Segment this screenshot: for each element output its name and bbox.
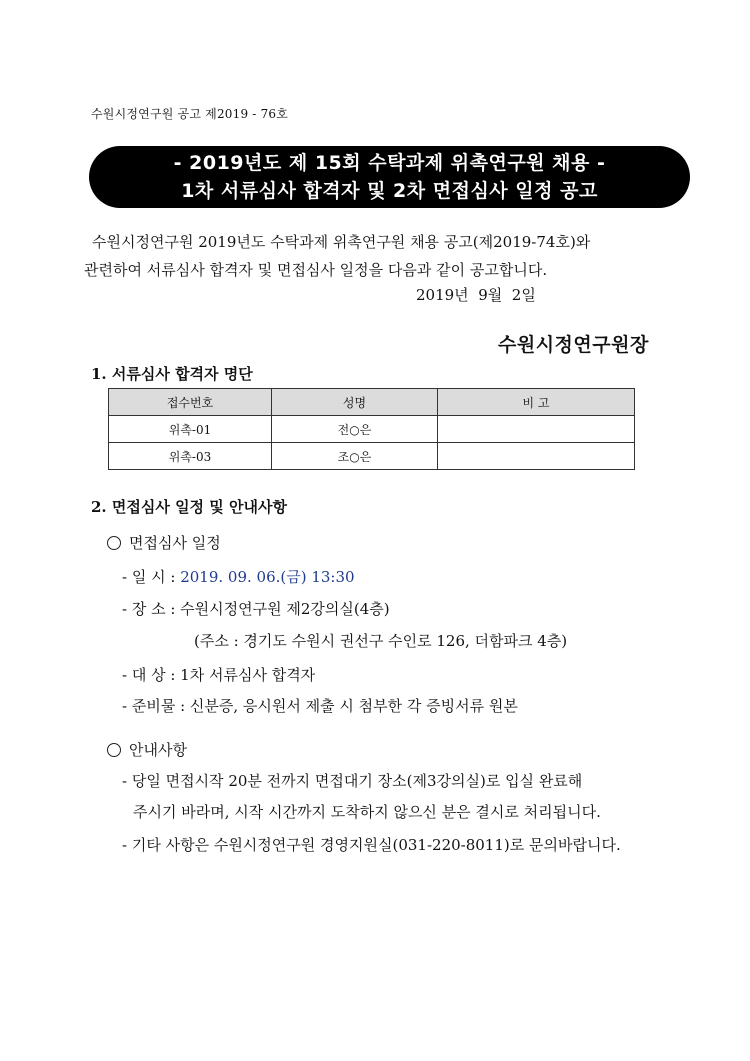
guide-heading xyxy=(107,739,187,760)
guide-heading-text: 안내사항 xyxy=(129,741,187,759)
table-cell: 전○은 xyxy=(272,416,438,443)
interview-address: (주소 : 경기도 수원시 권선구 수인로 126, 더함파크 4층) xyxy=(194,632,568,650)
interview-target: - 대 상 : 1차 서류심사 합격자 xyxy=(122,666,316,684)
column-header: 성명 xyxy=(272,389,438,416)
datetime-label: - 일 시 : xyxy=(122,568,181,586)
guide-item-1-line-1: - 당일 면접시작 20분 전까지 면접대기 장소(제3강의실)로 입실 완료해 xyxy=(122,772,583,790)
schedule-heading xyxy=(107,532,221,553)
table-row xyxy=(109,443,635,470)
intro-line-2: 관련하여 서류심사 합격자 및 면접심사 일정을 다음과 같이 공고합니다. xyxy=(84,261,548,279)
title-banner xyxy=(89,146,690,208)
circle-bullet-icon xyxy=(107,743,121,757)
notice-date: 2019년 9월 2일 xyxy=(416,286,536,304)
table-cell: 위촉-03 xyxy=(109,443,272,470)
schedule-heading-text: 면접심사 일정 xyxy=(129,534,221,552)
interview-place: - 장 소 : 수원시정연구원 제2강의실(4층) xyxy=(122,600,390,618)
column-header: 접수번호 xyxy=(109,389,272,416)
datetime-value: 2019. 09. 06.(금) 13:30 xyxy=(180,568,355,586)
section-1-title: 1. 서류심사 합격자 명단 xyxy=(91,365,253,383)
interview-preparations: - 준비물 : 신분증, 응시원서 제출 시 첨부한 각 증빙서류 원본 xyxy=(122,697,518,715)
issuer-name: 수원시정연구원장 xyxy=(498,334,649,356)
table-cell xyxy=(438,443,635,470)
interview-datetime xyxy=(122,566,355,587)
table-cell xyxy=(438,416,635,443)
intro-paragraph xyxy=(84,228,590,284)
table-cell: 위촉-01 xyxy=(109,416,272,443)
section-2-title: 2. 면접심사 일정 및 안내사항 xyxy=(91,498,287,516)
table-row xyxy=(109,416,635,443)
guide-item-2: - 기타 사항은 수원시정연구원 경영지원실(031-220-8011)로 문의바랍니다. xyxy=(122,836,621,854)
guide-item-1-line-2: 주시기 바라며, 시작 시간까지 도착하지 않으신 분은 결시로 처리됩니다. xyxy=(133,803,601,821)
table-header-row xyxy=(109,389,635,416)
title-line-1: - 2019년도 제 15회 수탁과제 위촉연구원 채용 - xyxy=(173,152,606,174)
passed-applicants-table xyxy=(108,388,635,470)
title-line-2: 1차 서류심사 합격자 및 2차 면접심사 일정 공고 xyxy=(181,180,598,202)
table-cell: 조○은 xyxy=(272,443,438,470)
notice-number: 수원시정연구원 공고 제2019 - 76호 xyxy=(91,107,289,121)
intro-line-1: 수원시정연구원 2019년도 수탁과제 위촉연구원 채용 공고(제2019-74호)와 xyxy=(92,233,591,251)
circle-bullet-icon xyxy=(107,536,121,550)
column-header: 비 고 xyxy=(438,389,635,416)
